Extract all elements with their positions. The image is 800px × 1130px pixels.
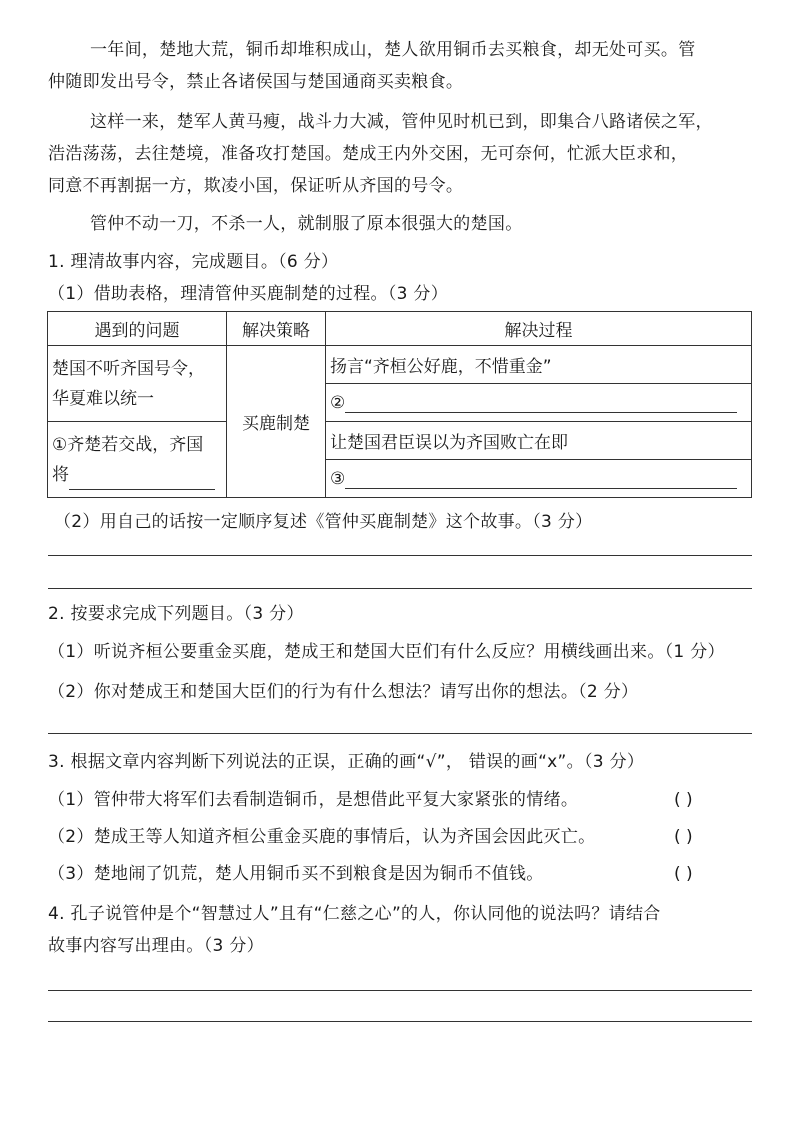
answer-blank[interactable] bbox=[69, 473, 215, 490]
question-1-sub-1: （1）借助表格，理清管仲买鹿制楚的过程。（3 分） bbox=[48, 284, 449, 304]
process-cell: 让楚国君臣误以为齐国败亡在即 bbox=[326, 422, 752, 460]
question-2-sub-2: （2）你对楚成王和楚国大臣们的行为有什么想法？请写出你的想法。（2 分） bbox=[48, 682, 639, 702]
answer-blank[interactable] bbox=[345, 472, 737, 489]
question-1-title: 1. 理清故事内容，完成题目。（6 分） bbox=[48, 252, 339, 272]
problem-text: 楚国不听齐国号令， bbox=[52, 358, 205, 379]
problem-text: ①齐楚若交战，齐国 bbox=[52, 434, 204, 455]
question-4-title: 故事内容写出理由。（3 分） bbox=[48, 936, 264, 956]
problem-cell bbox=[48, 422, 227, 498]
answer-bracket[interactable]: ( ) bbox=[674, 864, 693, 884]
process-number: ③ bbox=[330, 468, 346, 489]
process-cell[interactable] bbox=[326, 384, 752, 422]
problem-text: 将 bbox=[52, 464, 69, 485]
answer-bracket[interactable]: ( ) bbox=[674, 790, 693, 810]
judgement-item: （2）楚成王等人知道齐桓公重金买鹿的事情后，认为齐国会因此灭亡。 bbox=[48, 827, 596, 847]
process-cell[interactable] bbox=[326, 460, 752, 498]
answer-line[interactable] bbox=[48, 555, 752, 556]
table-header: 解决策略 bbox=[227, 312, 326, 346]
answer-line[interactable] bbox=[48, 1021, 752, 1022]
passage-line: 管仲不动一刀，不杀一人，就制服了原本很强大的楚国。 bbox=[90, 214, 523, 234]
passage-line: 同意不再割据一方，欺凌小国，保证听从齐国的号令。 bbox=[48, 176, 464, 196]
passage-line: 仲随即发出号令，禁止各诸侯国与楚国通商买卖粮食。 bbox=[48, 72, 464, 92]
question-3-title: 3. 根据文章内容判断下列说法的正误，正确的画“√”， 错误的画“x”。（3 分） bbox=[48, 752, 645, 772]
problem-text: 华夏难以统一 bbox=[52, 388, 154, 409]
question-4-title: 4. 孔子说管仲是个“智慧过人”且有“仁慈之心”的人，你认同他的说法吗？请结合 bbox=[48, 904, 661, 924]
answer-blank[interactable] bbox=[345, 396, 737, 413]
judgement-item: （3）楚地闹了饥荒，楚人用铜币买不到粮食是因为铜币不值钱。 bbox=[48, 864, 544, 884]
question-1-sub-2: （2）用自己的话按一定顺序复述《管仲买鹿制楚》这个故事。（3 分） bbox=[54, 512, 593, 532]
table-header: 解决过程 bbox=[326, 312, 752, 346]
answer-line[interactable] bbox=[48, 588, 752, 589]
answer-line[interactable] bbox=[48, 990, 752, 991]
table-header: 遇到的问题 bbox=[48, 312, 227, 346]
passage-line: 一年间，楚地大荒，铜币却堆积成山，楚人欲用铜币去买粮食，却无处可买。管 bbox=[90, 40, 696, 60]
process-number: ② bbox=[330, 392, 346, 413]
process-table bbox=[47, 311, 752, 498]
strategy-cell: 买鹿制楚 bbox=[227, 346, 326, 498]
process-cell: 扬言“齐桓公好鹿，不惜重金” bbox=[326, 346, 752, 384]
answer-bracket[interactable]: ( ) bbox=[674, 827, 693, 847]
passage-line: 浩浩荡荡，去往楚境，准备攻打楚国。楚成王内外交困，无可奈何，忙派大臣求和， bbox=[48, 144, 689, 164]
problem-cell bbox=[48, 346, 227, 422]
question-2-sub-1: （1）听说齐桓公要重金买鹿，楚成王和楚国大臣们有什么反应？用横线画出来。（1 分） bbox=[48, 642, 725, 662]
question-2-title: 2. 按要求完成下列题目。（3 分） bbox=[48, 604, 304, 624]
passage-line: 这样一来，楚军人黄马瘦，战斗力大减，管仲见时机已到，即集合八路诸侯之军， bbox=[90, 112, 713, 132]
judgement-item: （1）管仲带大将军们去看制造铜币，是想借此平复大家紧张的情绪。 bbox=[48, 790, 579, 810]
answer-line[interactable] bbox=[48, 733, 752, 734]
